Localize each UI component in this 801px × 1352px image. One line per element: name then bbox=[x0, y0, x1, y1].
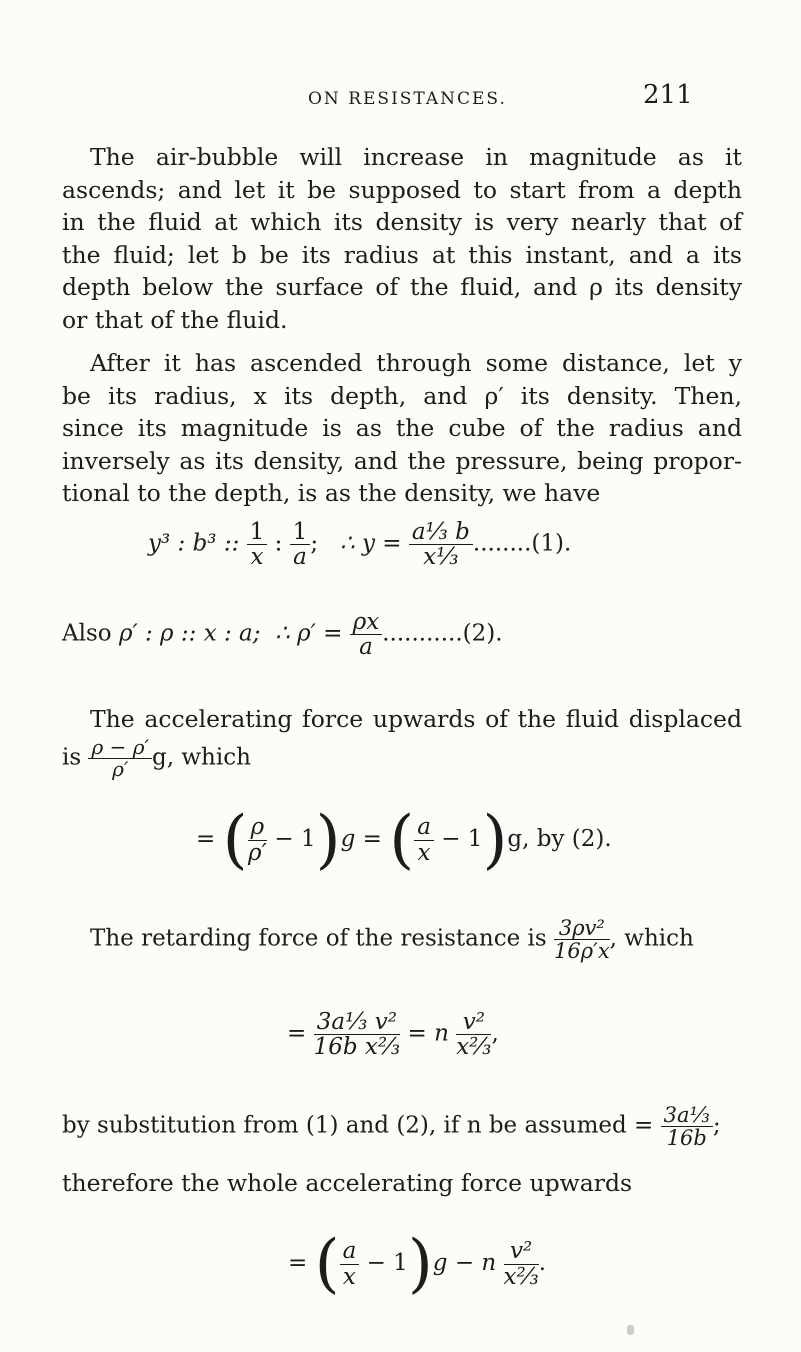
eq2-label: ...........(2). bbox=[382, 620, 503, 647]
text-line: The air-bubble will increase in magnitude as it bbox=[90, 143, 742, 171]
eq5-frac-2: $\frac{\text{v²}}{\text{x⅔}}$ bbox=[503, 1238, 539, 1290]
paragraph-4: The retarding force of the resistance is $\frac{\text{3ρv²}}{16\rho'x}$ , which bbox=[90, 916, 694, 964]
text-line: therefore the whole accelerating force upwards bbox=[62, 1169, 633, 1197]
eq3-frac-2: $\frac{a}{x}$ bbox=[414, 815, 434, 864]
accel-after: g, which bbox=[152, 744, 251, 771]
eq4-frac-1: $\frac{\text{3a⅓ v²}}{\text{16b x⅔}}$ bbox=[313, 1009, 401, 1061]
eq2-rhs-frac: $\frac{\rho x}{a}$ bbox=[350, 610, 383, 659]
text-line: The accelerating force upwards of the fluid displaced bbox=[90, 705, 742, 733]
eq1-lhs: y³ : b³ :: bbox=[148, 530, 240, 557]
eq5-frac-1: $\frac{a}{x}$ bbox=[340, 1239, 360, 1288]
page-number: 211 bbox=[643, 80, 693, 110]
eq1-label: ........(1). bbox=[472, 530, 572, 557]
text-line: in the fluid at which its density is very nearly that of bbox=[62, 208, 742, 237]
equation-5: = ( $\frac{a}{x}$ − 1)g − n $\frac{\text{v²}}{\text{x⅔}}$ . bbox=[288, 1227, 547, 1301]
text-line: The retarding force of the resistance is bbox=[90, 925, 547, 952]
print-speck bbox=[627, 1325, 634, 1335]
equation-3: = ( $\frac{\rho}{\rho'}$ − 1)g = ( $\frac{a}{x}$ − 1)g, by (2). bbox=[196, 803, 612, 877]
paragraph-1 bbox=[62, 141, 742, 337]
text-line: or that of the fluid. bbox=[62, 305, 288, 334]
eq1-therefore: ∴ y = bbox=[340, 530, 402, 557]
paragraph-5: by substitution from (1) and (2), if n be assumed = $\frac{\text{3a⅓}}{16b}$ ; bbox=[62, 1103, 721, 1151]
is-word: is bbox=[62, 744, 82, 771]
n-definition-frac: $\frac{\text{3a⅓}}{16b}$ bbox=[661, 1104, 713, 1149]
text-line: tional to the depth, is as the density, we have bbox=[62, 479, 601, 508]
text-line: be its radius, x its depth, and ρ′ its density. Then, bbox=[62, 381, 742, 410]
text-line: by substitution from (1) and (2), if n be assumed = bbox=[62, 1112, 654, 1139]
equation-4: = $\frac{\text{3a⅓ v²}}{\text{16b x⅔}}$ = n $\frac{\text{v²}}{\text{x⅔}}$ , bbox=[287, 1009, 499, 1061]
text-line: ascends; and let it be supposed to start from a depth bbox=[62, 175, 742, 204]
text-line: After it has ascended through some distance, let y bbox=[90, 349, 742, 377]
running-header bbox=[0, 80, 801, 116]
accel-frac: $\frac{\rho - \rho'}{\rho'}$ bbox=[88, 737, 152, 780]
paragraph-3 bbox=[62, 703, 742, 736]
eq4-frac-2: $\frac{\text{v²}}{\text{x⅔}}$ bbox=[456, 1009, 492, 1061]
eq3-frac-1: $\frac{\rho}{\rho'}$ bbox=[247, 814, 267, 866]
paragraph-5-cont bbox=[62, 1167, 742, 1200]
eq1-frac-1: $\frac{1}{x}$ bbox=[247, 520, 268, 569]
paragraph-2 bbox=[62, 347, 742, 510]
accel-force-expression bbox=[62, 737, 251, 780]
equation-1: y³ : b³ :: $\frac{1}{x}$ : $\frac{1}{a}$ ; ∴ y = $\frac{\text{a⅓ b}}{\text{x⅓}}$ ........(1). bbox=[148, 519, 572, 571]
text-line: depth below the surface of the fluid, and ρ its density bbox=[62, 273, 742, 302]
eq2-lhs: ρ′ : ρ :: x : a; bbox=[118, 620, 261, 647]
eq2-therefore: ∴ ρ′ = bbox=[275, 620, 343, 647]
eq1-frac-2: $\frac{1}{a}$ bbox=[290, 520, 311, 569]
text-line: the fluid; let b be its radius at this instant, and a its bbox=[62, 240, 742, 269]
eq1-rhs-frac: $\frac{\text{a⅓ b}}{\text{x⅓}}$ bbox=[409, 520, 473, 569]
retarding-frac: $\frac{\text{3ρv²}}{16\rho'x}$ bbox=[553, 916, 610, 964]
running-title: ON RESISTANCES. bbox=[308, 89, 507, 109]
eq2-lead: Also bbox=[62, 620, 112, 647]
equation-2 bbox=[62, 610, 503, 659]
text-line: since its magnitude is as the cube of the radius and bbox=[62, 414, 742, 443]
text-line: inversely as its density, and the pressure, being propor- bbox=[62, 446, 742, 475]
